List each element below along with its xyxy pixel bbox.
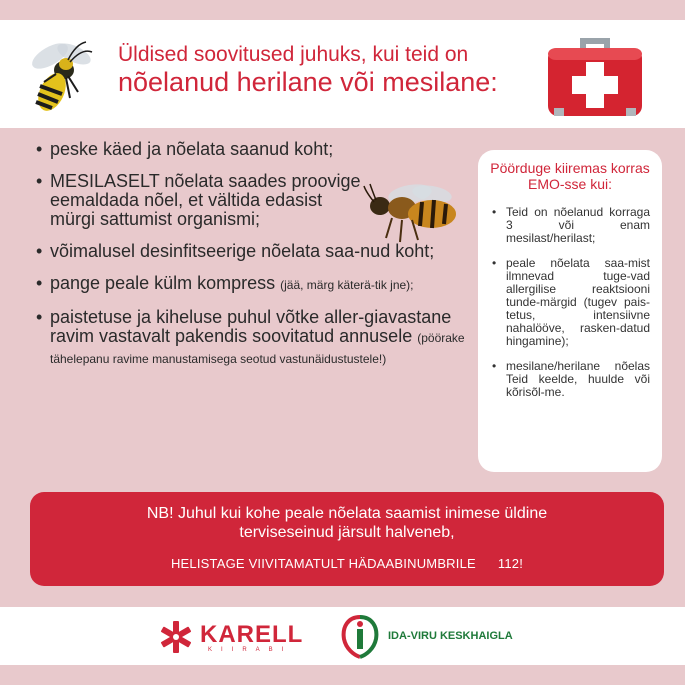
advice-text: paistetuse ja kiheluse puhul võtke aller-giavastane ravim vastavalt pakendis soovitatud annusele [50, 307, 452, 346]
advice-item [36, 274, 448, 295]
notice-call-text: HELISTAGE VIIVITAMATULT HÄDAABINUMBRILE [170, 556, 476, 571]
advice-text: võimalusel desinfitseerige nõelata saa-nud koht; [50, 241, 435, 261]
emergency-item: • peale nõelata saa-mist ilmnevad tuge-vad allergilise reaktsiooni tunde-märgid (tugev pais-tetus, intensiivne nahalööve, rasken-datud hingamine); [490, 257, 650, 348]
notice-line-2: terviseseinud järsult halveneb, [239, 524, 455, 541]
bee-icon [362, 178, 462, 248]
emergency-box-title: Pöörduge kiiremas korras EMO-sse kui: [490, 160, 650, 192]
notice-line-3 [30, 556, 664, 572]
emergency-box [478, 150, 662, 472]
advice-item [36, 172, 366, 229]
karell-name: KARELL [200, 621, 304, 648]
title-line-1: Üldised soovitused juhuks, kui teid on [118, 43, 469, 66]
karell-logo [158, 619, 323, 655]
top-strip [0, 0, 685, 20]
emergency-item: • mesilane/herilane nõelas Teid keelde, huulde või kõrisõl-me. [490, 360, 650, 399]
advice-list [36, 140, 466, 382]
emergency-number: 112! [497, 556, 524, 571]
karell-subtitle: KIIRABI [208, 647, 293, 653]
notice-line-1: NB! Juhul kui kohe peale nõelata saamist inimese üldine [146, 505, 548, 522]
footer [0, 607, 685, 665]
hospital-logo [340, 613, 540, 659]
advice-item [36, 308, 466, 369]
karell-star-icon [158, 619, 194, 655]
advice-item [36, 140, 466, 159]
advice-text: MESILASELT nõelata saades proovige eemaldada nõel, et vältida edasist mürgi sattumist organismi; [50, 171, 361, 229]
header [0, 20, 685, 128]
advice-text: peske käed ja nõelata saanud koht; [50, 139, 334, 159]
hospital-logo-icon [340, 613, 380, 659]
hospital-name: IDA-VIRU KESKHAIGLA [388, 630, 513, 642]
advice-text: pange peale külm kompress [50, 273, 281, 293]
wasp-icon [22, 34, 102, 118]
title-line-2: nõelanud herilane või mesilane: [118, 67, 498, 97]
bottom-strip [0, 665, 685, 685]
notice-banner [30, 492, 664, 586]
page-title [118, 42, 538, 98]
advice-note: (jää, märg käterä-tik jne); [280, 278, 414, 292]
advice-note: (pöörake tähelepanu ravime manustamisega seotud vastunäidustustele!) [50, 331, 465, 366]
emergency-item: • Teid on nõelanud korraga 3 või enam mesilast/herilast; [490, 206, 650, 245]
emergency-list [490, 206, 650, 399]
first-aid-kit-icon [540, 28, 650, 120]
